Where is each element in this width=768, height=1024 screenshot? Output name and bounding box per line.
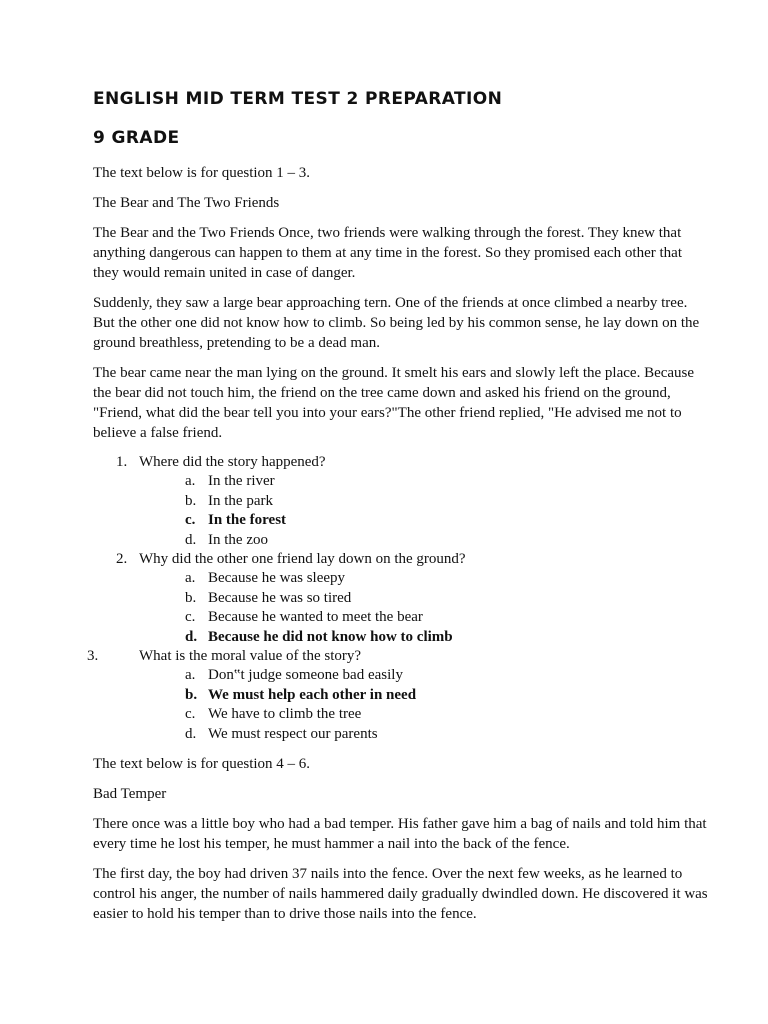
story-paragraph: There once was a little boy who had a bad temper. His father gave him a bag of nails and told him that every time he lost his temper, he must hammer a nail into the back of the fence. xyxy=(93,816,707,853)
question-number: 2. xyxy=(116,551,128,568)
option-letter: a. xyxy=(185,570,196,587)
option-letter: c. xyxy=(185,512,196,529)
story-paragraph: The first day, the boy had driven 37 nails into the fence. Over the next few weeks, as he learned to control his anger, the number of nails hammered daily gradually dwindled down. He discovered it was easier to hold his temper than to drive those nails into the fence. xyxy=(93,866,708,923)
option-letter: b. xyxy=(185,492,197,509)
option-text: Because he did not know how to climb xyxy=(208,628,453,645)
option-letter: b. xyxy=(185,686,198,703)
option-text: In the zoo xyxy=(208,531,268,548)
option-text: Because he was sleepy xyxy=(208,570,346,587)
option-letter: c. xyxy=(185,609,196,626)
option-text: We must help each other in need xyxy=(208,686,417,703)
story-title-2: Bad Temper xyxy=(93,786,167,803)
grade-heading: 9 GRADE xyxy=(93,128,180,148)
question-intro-2: The text below is for question 4 – 6. xyxy=(93,756,311,773)
question-text: What is the moral value of the story? xyxy=(139,648,362,665)
question-text: Where did the story happened? xyxy=(139,454,326,470)
option-item xyxy=(139,589,708,608)
option-text: Don‟t judge someone bad easily xyxy=(208,667,403,684)
option-text: Because he was so tired xyxy=(208,589,352,606)
option-item xyxy=(139,531,708,550)
question-item xyxy=(93,453,708,550)
option-text: We must respect our parents xyxy=(208,725,378,742)
story-paragraph: The bear came near the man lying on the ground. It smelt his ears and slowly left the place. Because the bear did not touch him, the friend on the tree came down and asked his friend on the ground, "Friend, what did the bear tell you into your ears?"The other friend replied, "He advised me not to believe a false friend. xyxy=(93,365,695,441)
option-item xyxy=(139,705,708,724)
document-title: ENGLISH MID TERM TEST 2 PREPARATION xyxy=(93,89,503,109)
option-list xyxy=(139,666,708,744)
option-list xyxy=(139,472,708,550)
option-text: Because he wanted to meet the bear xyxy=(208,609,423,626)
option-item-answer xyxy=(139,511,708,530)
question-item xyxy=(87,647,708,744)
option-text: We have to climb the tree xyxy=(208,706,362,723)
option-letter: a. xyxy=(185,667,196,684)
story-paragraph: Suddenly, they saw a large bear approaching tern. One of the friends at once climbed a nearby tree. But the other one did not know how to climb. So being led by his common sense, he lay down on the ground breathless, pretending to be a dead man. xyxy=(93,295,700,351)
option-item xyxy=(139,725,708,744)
option-letter: c. xyxy=(185,706,196,723)
question-number: 3. xyxy=(87,648,99,665)
story-title-1: The Bear and The Two Friends xyxy=(93,195,280,211)
option-letter: d. xyxy=(185,628,198,645)
option-item xyxy=(139,492,708,511)
question-list xyxy=(87,453,708,744)
question-number: 1. xyxy=(116,454,128,470)
question-text: Why did the other one friend lay down on the ground? xyxy=(139,551,466,568)
question-item xyxy=(93,550,708,647)
option-letter: d. xyxy=(185,531,197,548)
option-item xyxy=(139,569,708,588)
option-item xyxy=(139,666,708,685)
option-letter: b. xyxy=(185,589,197,606)
option-item xyxy=(139,608,708,627)
option-letter: d. xyxy=(185,725,197,742)
option-item xyxy=(139,472,708,491)
option-list xyxy=(139,569,708,647)
option-text: In the park xyxy=(208,492,273,509)
option-text: In the river xyxy=(208,473,275,490)
story-paragraph: The Bear and the Two Friends Once, two friends were walking through the forest. They knew that anything dangerous can happen to them at any time in the forest. So they promised each other that they would remain united in case of danger. xyxy=(93,225,682,281)
option-letter: a. xyxy=(185,473,196,490)
option-item-answer xyxy=(139,628,708,647)
question-intro-1: The text below is for question 1 – 3. xyxy=(93,165,311,181)
option-item-answer xyxy=(139,686,708,705)
option-text: In the forest xyxy=(208,512,287,529)
